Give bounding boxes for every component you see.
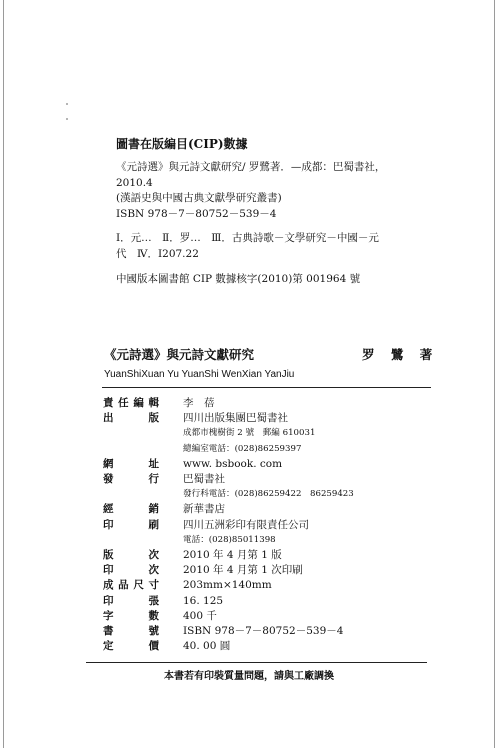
divider-rule [102, 387, 431, 388]
detail-value: 四川出版集團巴蜀書社 [183, 412, 288, 425]
detail-row-distributor-phone [103, 487, 354, 502]
detail-label: 印 刷 [103, 518, 159, 531]
detail-row-publisher [103, 411, 354, 426]
detail-value: 成都市槐樹街 2 號 郵編 610031 [183, 428, 316, 439]
detail-row-retail [103, 502, 354, 517]
quality-notice: 本書若有印裝質量問題，請與工廠調換 [164, 671, 334, 682]
detail-row-website [103, 457, 354, 472]
cip-heading: 圖書在版編目(CIP)數據 [116, 137, 248, 151]
detail-value: www. bsbook. com [183, 457, 283, 470]
scan-border-right [494, 0, 495, 748]
detail-row-printing [103, 563, 354, 578]
detail-row-distributor [103, 472, 354, 487]
detail-value: 40. 00 圓 [183, 640, 231, 653]
detail-row-sheets [103, 594, 354, 609]
scan-speck [66, 118, 68, 120]
cip-line: 2010.4 [116, 176, 153, 189]
cip-classification-line: Ⅰ．元… Ⅱ．罗… Ⅲ．古典詩歌－文學研究－中國－元 [116, 232, 379, 245]
cip-data-number: 中國版本圖書館 CIP 數據核字(2010)第 001964 號 [116, 272, 361, 285]
detail-value: 2010 年 4 月第 1 次印刷 [183, 564, 303, 577]
detail-value: 2010 年 4 月第 1 版 [183, 549, 282, 562]
detail-row-price [103, 639, 354, 654]
detail-row-size [103, 578, 354, 593]
detail-label: 發 行 [103, 473, 159, 486]
detail-value: ISBN 978－7－80752－539－4 [183, 625, 344, 638]
cip-line: 《元詩選》與元詩文獻研究/ 罗鷺著．—成都：巴蜀書社， [116, 161, 386, 173]
detail-value: 16. 125 [183, 594, 224, 607]
detail-row-publisher-phone [103, 442, 354, 457]
detail-row-edition [103, 548, 354, 563]
cip-line: (漢語史與中國古典文獻學研究叢書) [116, 192, 282, 205]
detail-value: 400 千 [183, 609, 217, 622]
detail-row-printer-phone [103, 533, 354, 548]
detail-label: 印 次 [103, 564, 159, 577]
detail-label: 網 址 [103, 457, 159, 470]
detail-value: 發行科電話：(028)86259422 86259423 [183, 489, 354, 500]
detail-row-isbn [103, 624, 354, 639]
scan-border-left [3, 0, 4, 748]
book-title: 《元詩選》與元詩文獻研究 [104, 347, 255, 362]
book-author: 罗 鷺 著 [362, 347, 439, 362]
book-title-pinyin: YuanShiXuan Yu YuanShi WenXian YanJiu [104, 369, 295, 380]
divider-rule [86, 662, 427, 663]
detail-row-publisher-address [103, 426, 354, 441]
publication-details [103, 396, 354, 654]
cip-classification-line: 代 Ⅳ．I207.22 [116, 247, 199, 260]
detail-row-printer [103, 518, 354, 533]
detail-label: 經 銷 [103, 503, 159, 516]
detail-row-editor [103, 396, 354, 411]
detail-row-words [103, 609, 354, 624]
detail-label: 責任編輯 [103, 397, 159, 409]
scan-speck [66, 103, 68, 105]
detail-value: 李 蓓 [183, 397, 215, 409]
detail-label: 定 價 [103, 640, 159, 653]
detail-value: 四川五洲彩印有限責任公司 [183, 518, 309, 531]
detail-value: 總編室電話：(028)86259397 [183, 443, 302, 454]
detail-label: 版 次 [103, 549, 159, 562]
detail-label: 字 數 [103, 609, 159, 622]
cip-line: ISBN 978－7－80752－539－4 [116, 207, 277, 220]
detail-value: 203mm×140mm [183, 579, 272, 592]
detail-label: 書 號 [103, 625, 159, 638]
detail-value: 新華書店 [183, 503, 225, 516]
cip-record [116, 160, 406, 287]
detail-value: 巴蜀書社 [183, 473, 225, 486]
detail-label: 出 版 [103, 412, 159, 425]
detail-value: 電話：(028)85011398 [183, 534, 276, 545]
detail-label: 印 張 [103, 594, 159, 607]
detail-label: 成品尺寸 [103, 579, 159, 592]
